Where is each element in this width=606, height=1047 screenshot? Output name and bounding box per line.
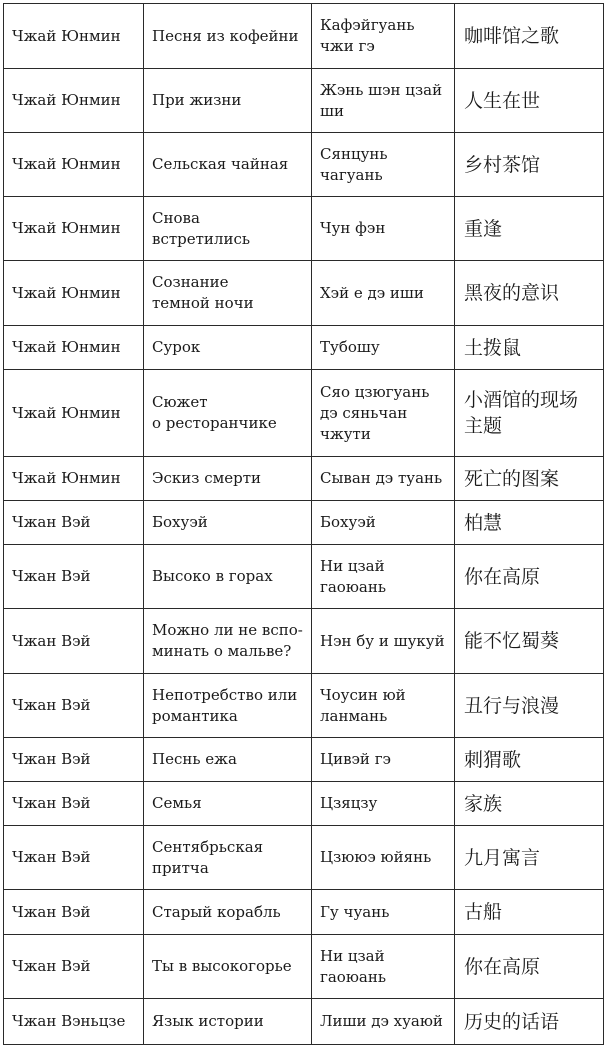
table-row: [4, 133, 604, 197]
title-zh-cell: 家族: [455, 782, 604, 826]
author-cell: Чжан Вэй: [4, 935, 144, 999]
author-cell: Чжан Вэй: [4, 782, 144, 826]
books-table: [3, 3, 604, 1045]
title-zh-cell: 咖啡馆之歌: [455, 4, 604, 69]
author-cell: Чжан Вэй: [4, 674, 144, 738]
title-ru-cell: Сознание темной ночи: [144, 261, 312, 326]
transliteration-cell: Ни цзай гаоюань: [312, 545, 455, 609]
table-row: [4, 782, 604, 826]
author-cell: Чжай Юнмин: [4, 197, 144, 261]
transliteration-cell: Чоусин юй ланмань: [312, 674, 455, 738]
title-ru-cell: Язык истории: [144, 999, 312, 1045]
author-cell: Чжай Юнмин: [4, 4, 144, 69]
table-row: [4, 826, 604, 890]
transliteration-cell: Сянцунь чагуань: [312, 133, 455, 197]
title-zh-cell: 历史的话语: [455, 999, 604, 1045]
table-row: [4, 326, 604, 370]
title-ru-cell: Сельская чайная: [144, 133, 312, 197]
title-zh-cell: 九月寓言: [455, 826, 604, 890]
title-zh-cell: 你在高原: [455, 935, 604, 999]
transliteration-cell: Кафэйгуань чжи гэ: [312, 4, 455, 69]
author-cell: Чжан Вэй: [4, 738, 144, 782]
title-zh-cell: 乡村茶馆: [455, 133, 604, 197]
table-row: [4, 674, 604, 738]
title-zh-cell: 你在高原: [455, 545, 604, 609]
title-zh-cell: 古船: [455, 890, 604, 935]
transliteration-cell: Жэнь шэн цзай ши: [312, 69, 455, 133]
table-row: [4, 935, 604, 999]
title-zh-cell: 黑夜的意识: [455, 261, 604, 326]
table-row: [4, 69, 604, 133]
transliteration-cell: Цивэй гэ: [312, 738, 455, 782]
table-row: [4, 609, 604, 674]
title-zh-cell: 死亡的图案: [455, 457, 604, 501]
transliteration-cell: Сыван дэ туань: [312, 457, 455, 501]
title-ru-cell: Сурок: [144, 326, 312, 370]
title-ru-cell: Песнь ежа: [144, 738, 312, 782]
table-row: [4, 4, 604, 69]
author-cell: Чжан Вэй: [4, 501, 144, 545]
title-zh-cell: 柏慧: [455, 501, 604, 545]
title-zh-cell: 人生在世: [455, 69, 604, 133]
title-zh-cell: 能不忆蜀葵: [455, 609, 604, 674]
author-cell: Чжай Юнмин: [4, 133, 144, 197]
title-ru-cell: Высоко в горах: [144, 545, 312, 609]
title-ru-cell: Бохуэй: [144, 501, 312, 545]
author-cell: Чжай Юнмин: [4, 261, 144, 326]
table-row: [4, 999, 604, 1045]
table-row: [4, 501, 604, 545]
transliteration-cell: Ни цзай гаоюань: [312, 935, 455, 999]
transliteration-cell: Хэй е дэ иши: [312, 261, 455, 326]
author-cell: Чжай Юнмин: [4, 457, 144, 501]
title-ru-cell: Старый корабль: [144, 890, 312, 935]
table-row: [4, 890, 604, 935]
table-row: [4, 545, 604, 609]
title-ru-cell: Можно ли не вспо- минать о мальве?: [144, 609, 312, 674]
table-row: [4, 370, 604, 457]
title-ru-cell: Сюжет о ресторанчике: [144, 370, 312, 457]
transliteration-cell: Чун фэн: [312, 197, 455, 261]
table-row: [4, 261, 604, 326]
title-ru-cell: Песня из кофейни: [144, 4, 312, 69]
author-cell: Чжан Вэй: [4, 826, 144, 890]
author-cell: Чжан Вэй: [4, 890, 144, 935]
transliteration-cell: Цзяцзу: [312, 782, 455, 826]
title-ru-cell: Ты в высокогорье: [144, 935, 312, 999]
author-cell: Чжан Вэньцзе: [4, 999, 144, 1045]
title-ru-cell: Семья: [144, 782, 312, 826]
title-ru-cell: Непотребство или романтика: [144, 674, 312, 738]
transliteration-cell: Цзююэ юйянь: [312, 826, 455, 890]
author-cell: Чжай Юнмин: [4, 370, 144, 457]
table-row: [4, 197, 604, 261]
transliteration-cell: Бохуэй: [312, 501, 455, 545]
transliteration-cell: Нэн бу и шукуй: [312, 609, 455, 674]
table-row: [4, 457, 604, 501]
transliteration-cell: Сяо цзюгуань дэ сяньчан чжути: [312, 370, 455, 457]
transliteration-cell: Тубошу: [312, 326, 455, 370]
author-cell: Чжай Юнмин: [4, 326, 144, 370]
title-zh-cell: 土拨鼠: [455, 326, 604, 370]
title-ru-cell: При жизни: [144, 69, 312, 133]
title-ru-cell: Сентябрьская притча: [144, 826, 312, 890]
title-zh-cell: 小酒馆的现场 主题: [455, 370, 604, 457]
title-ru-cell: Снова встретились: [144, 197, 312, 261]
transliteration-cell: Гу чуань: [312, 890, 455, 935]
title-ru-cell: Эскиз смерти: [144, 457, 312, 501]
transliteration-cell: Лиши дэ хуаюй: [312, 999, 455, 1045]
title-zh-cell: 刺猬歌: [455, 738, 604, 782]
title-zh-cell: 重逢: [455, 197, 604, 261]
author-cell: Чжай Юнмин: [4, 69, 144, 133]
table-row: [4, 738, 604, 782]
title-zh-cell: 丑行与浪漫: [455, 674, 604, 738]
author-cell: Чжан Вэй: [4, 609, 144, 674]
author-cell: Чжан Вэй: [4, 545, 144, 609]
